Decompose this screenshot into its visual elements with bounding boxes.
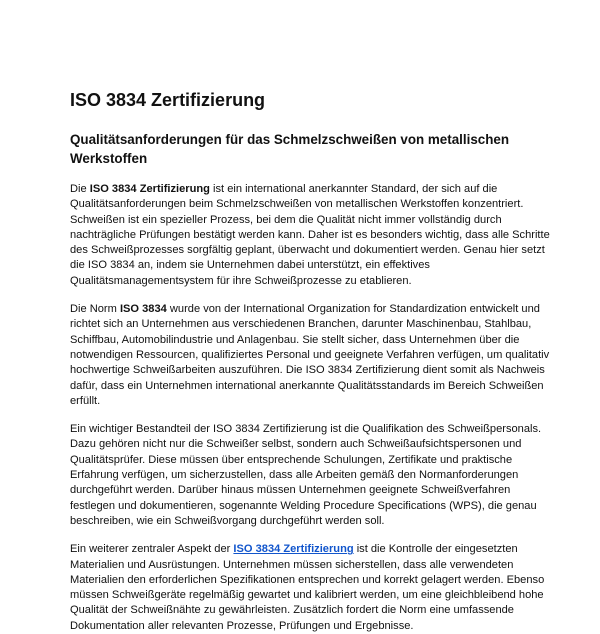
- page-subtitle: Qualitätsanforderungen für das Schmelzschweißen von metallischen Werkstoffen: [70, 132, 510, 166]
- paragraph-text: Die: [70, 183, 90, 195]
- iso-3834-link[interactable]: ISO 3834 Zertifizierung: [233, 543, 354, 556]
- paragraph-intro: [70, 182, 550, 289]
- paragraph-text: Die Norm: [70, 303, 120, 316]
- paragraph-personnel: [70, 422, 550, 529]
- paragraph-text: wurde von der International Organization for Standardization entwickelt und richtet sich an Unternehmen aus verschiedenen Branchen, darunter Maschinenbau, Stahlbau, Schiffbau, Automobilindustrie und Anlagenbau. Sie stellt sicher, dass Unternehmen über die notwendigen Ressourcen, qualifiziertes Personal und geeignete Verfahren verfügen, um qualitativ hochwertige Schweißarbeiten auszuführen. Die ISO 3834 Zertifizierung dient somit als Nachweis dafür, dass ein Unternehmen international anerkannte Qualitätsstandards im Bereich Schweißen erfüllt.: [70, 303, 550, 407]
- page-title: ISO 3834 Zertifizierung: [70, 90, 266, 110]
- paragraph-text: Ein weiterer zentraler Aspekt der: [70, 543, 234, 556]
- paragraph-materials: [70, 542, 550, 634]
- paragraph-text: ist die Kontrolle der eingesetzten Materialien und Ausrüstungen. Unternehmen müssen sicherstellen, dass alle verwendeten Materialien den erforderlichen Spezifikationen entsprechen und korrekt gelagert werden. Ebenso müssen Schweißgeräte regelmäßig gewartet und kalibriert werden, um eine gleichbleibend hohe Qualität der Schweißnähte zu gewährleisten. Zusätzlich fordert die Norm eine umfassende Dokumentation aller relevanten Prozesse, Prüfungen und Ergebnisse.: [70, 543, 545, 632]
- bold-term: ISO 3834 Zertifizierung: [89, 183, 210, 195]
- paragraph-text: ist ein international anerkannter Standard, der sich auf die Qualitätsanforderungen beim Schmelzschweißen von metallischen Werkstoffen konzentriert. Schweißen ist ein spezieller Prozess, bei dem die Qualität nicht immer vollständig durch nachträgliche Prüfungen bestätigt werden kann. Daher ist es besonders wichtig, dass alle Schritte des Schweißprozesses sorgfältig geplant, überwacht und dokumentiert werden. Genau hier setzt die ISO 3834 an, indem sie Unternehmen dabei unterstützt, ein effektives Qualitätsmanagementsystem für ihre Schweißprozesse zu etablieren.: [70, 183, 550, 287]
- paragraph-text: Ein wichtiger Bestandteil der ISO 3834 Zertifizierung ist die Qualifikation des Schweißpersonals. Dazu gehören nicht nur die Schweißer selbst, sondern auch Schweißaufsichtspersonen und Qualitätsprüfer. Diese müssen über entsprechende Schulungen, Zertifikate und praktische Erfahrung verfügen, um sicherzustellen, dass alle Arbeiten gemäß den Normanforderungen durchgeführt werden. Darüber hinaus müssen Unternehmen geeignete Schweißverfahren festlegen und dokumentieren, sogenannte Welding Procedure Specifications (WPS), die genau beschreiben, wie ein Schweißvorgang durchgeführt werden soll.: [70, 423, 542, 527]
- paragraph-norm: [70, 302, 550, 409]
- bold-term: ISO 3834: [119, 303, 167, 316]
